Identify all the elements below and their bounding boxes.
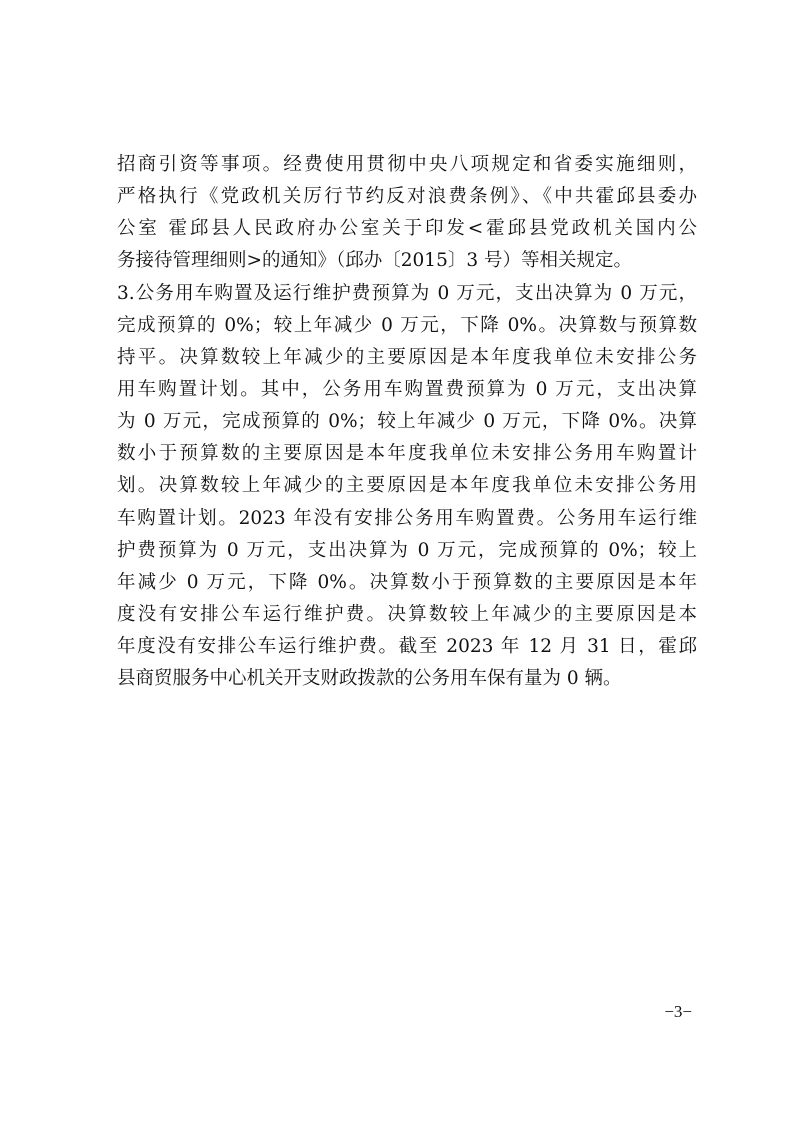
text-line: 度没有安排公车运行维护费。决算数较上年减少的主要原因是本 — [117, 603, 697, 625]
body-text — [117, 149, 697, 695]
page-number: −3− — [664, 1002, 692, 1021]
text-line: 县商贸服务中心机关开支财政拨款的公务用车保有量为 0 辆。 — [117, 668, 622, 690]
text-line: 年减少 0 万元，下降 0%。决算数小于预算数的主要原因是本年 — [117, 571, 697, 593]
text-line: 数小于预算数的主要原因是本年度我单位未安排公务用车购置计 — [117, 443, 697, 465]
text-line: 务接待管理细则>的通知》（邱办〔2015〕3 号）等相关规定。 — [117, 250, 632, 272]
text-line: 持平。决算数较上年减少的主要原因是本年度我单位未安排公务 — [117, 346, 697, 368]
text-line: 公室 霍邱县人民政府办公室关于印发<霍邱县党政机关国内公 — [117, 218, 697, 240]
text-line: 招商引资等事项。经费使用贯彻中央八项规定和省委实施细则， — [117, 154, 697, 175]
text-line: 年度没有安排公车运行维护费。截至 2023 年 12 月 31 日，霍邱 — [117, 636, 697, 658]
text-line: 3.公务用车购置及运行维护费预算为 0 万元，支出决算为 0 万元， — [117, 282, 697, 304]
text-line: 用车购置计划。其中，公务用车购置费预算为 0 万元，支出决算 — [117, 378, 697, 400]
text-line: 车购置计划。2023 年没有安排公务用车购置费。公务用车运行维 — [117, 507, 697, 529]
text-line: 划。决算数较上年减少的主要原因是本年度我单位未安排公务用 — [117, 475, 697, 497]
text-line: 严格执行《党政机关厉行节约反对浪费条例》、《中共霍邱县委办 — [117, 186, 697, 208]
text-line: 为 0 万元，完成预算的 0%；较上年减少 0 万元，下降 0%。决算 — [117, 411, 697, 433]
text-line: 完成预算的 0%；较上年减少 0 万元，下降 0%。决算数与预算数 — [117, 314, 697, 336]
text-line: 护费预算为 0 万元，支出决算为 0 万元，完成预算的 0%；较上 — [117, 539, 697, 561]
